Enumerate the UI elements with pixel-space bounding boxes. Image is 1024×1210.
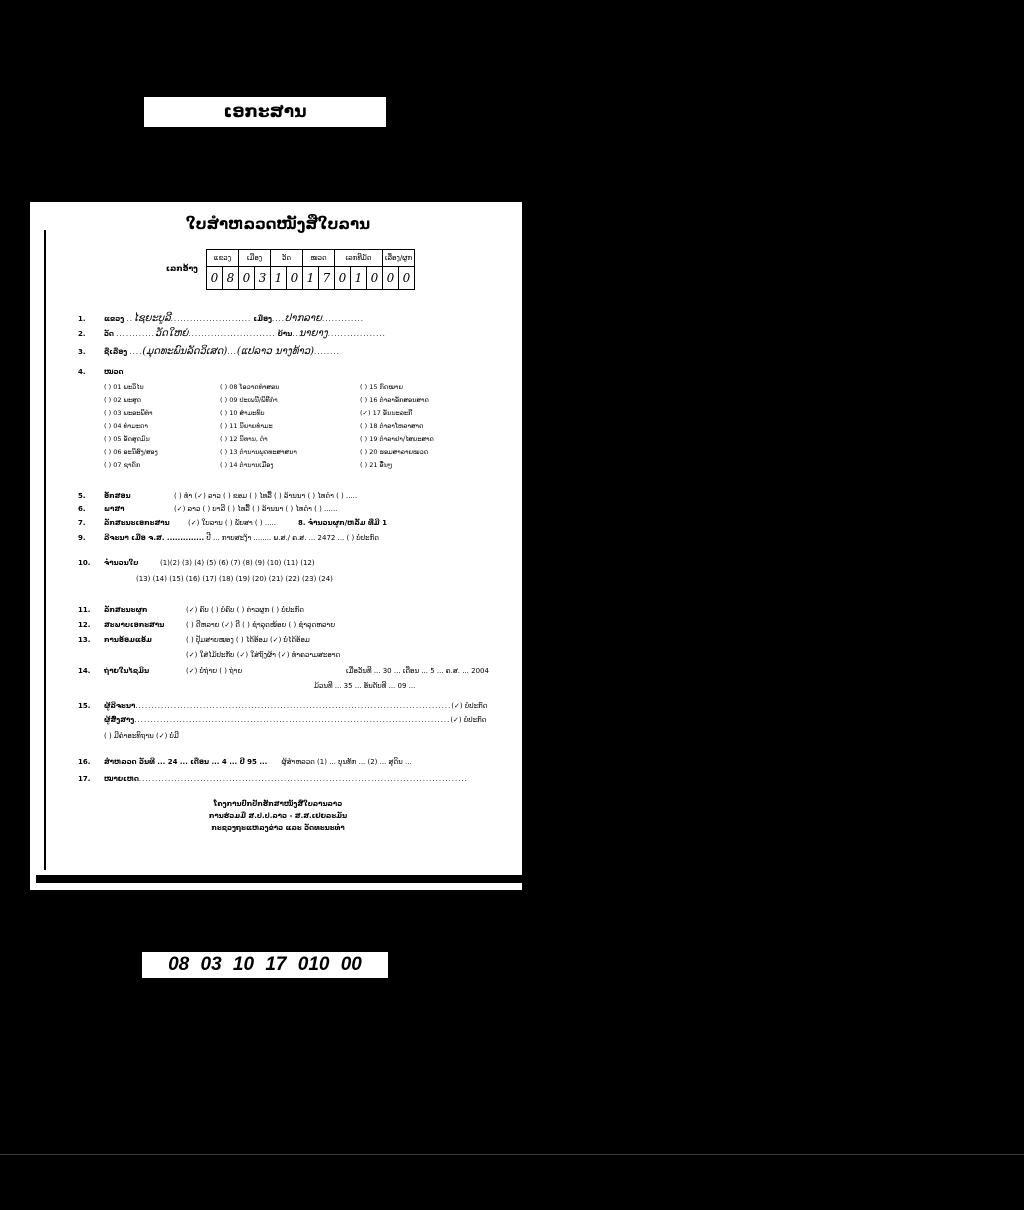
row-number: 1. <box>78 315 86 323</box>
row-number: 2. <box>78 330 86 338</box>
row-number: 17. <box>78 775 91 783</box>
row-number: 13. <box>78 636 91 644</box>
footer-line: ກະຊວງຖະແຫລງຂ່າວ ແລະ ວັດທະນະທຳ <box>211 824 345 832</box>
row-sponsor: ຜູ້ສົ່ງສາງ..................................................................................................(✓) ບໍ່ປະກົດ <box>104 716 487 724</box>
condition-options: ( ) ດີຫລາຍ (✓) ດີ ( ) ຊຳລຸດໜ້ອຍ ( ) ຊຳລຸດຫລາຍ <box>186 621 336 629</box>
material-options: (✓) ໃບລານ ( ) ພັບສາ ( ) ..... <box>188 519 276 527</box>
row-number: 16. <box>78 758 91 766</box>
date-written-value: ປີ ... ກາບສະງ້າ ........ ພ.ສ./ ຄ.ສ. ... 2472 ... <box>206 534 345 542</box>
code-header: ເມືອງ <box>239 250 271 267</box>
category-option: ( ) 18 ຕຳລາໂຫລາສາດ <box>360 422 424 430</box>
category-option: ( ) 13 ຕຳນານພຸດທະສາສນາ <box>220 448 297 456</box>
province-value: ໄຊຍະບູລີ <box>132 313 171 324</box>
row-number: 9. <box>78 534 86 542</box>
row-province: 1. ແຂວງ ..ໄຊຍະບູລີ......................... ເມືອງ....ປາກລາຍ............. <box>78 313 364 324</box>
row-number: 11. <box>78 606 91 614</box>
row-number: 6. <box>78 505 86 513</box>
sheet-left-rule <box>44 230 46 870</box>
footer-line: ໂຄງການປົກປັກຮັກສາໜັງສືໃບລານລາວ <box>213 800 343 808</box>
ref-label: ເລກອ້າງ <box>166 264 198 273</box>
category-column-1 <box>104 381 158 472</box>
category-option: ( ) 03 ພະອະພິທຳ <box>104 409 153 417</box>
row-language <box>78 505 337 513</box>
category-option: ( ) 02 ພະສູດ <box>104 396 142 404</box>
category-option: ( ) 20 ຮອມສາລາຍໝວດ <box>360 448 429 456</box>
bundle-options: (✓) ຄົບ ( ) ບໍ່ຄົບ ( ) ຕ່າວຜູກ ( ) ບໍ່ປະກົດ <box>186 606 304 614</box>
row-microfilm-roll <box>314 682 415 690</box>
category-option: ( ) 11 ນິຍາຍທຳມະ <box>220 422 273 430</box>
village-value: ນາຍາງ <box>298 328 328 339</box>
sheet-bottom-edge <box>36 875 522 883</box>
row-leaf-count <box>78 559 315 567</box>
title-value: (ມຸດທະພົນລັດວິເສດ) <box>142 346 228 357</box>
code-header: ແຂວງ <box>207 250 239 267</box>
row-label: ຜູ້ລີຈະນາ <box>104 702 136 710</box>
row-preservation <box>78 636 310 644</box>
row-label: ຊື່ເລື່ອງ <box>104 348 128 356</box>
category-option: ( ) 06 ອະນິສົງ/ສອງ <box>104 448 158 456</box>
footer-line: ການຮ່ວມມື ສ.ປ.ປ.ລາວ - ສ.ສ.ເຢຍລະມັນ <box>208 812 348 820</box>
surveyor-names: ຜູ້ສຳຫລວດ (1) ... ບຸນທັກ ... (2) ... ສຸດິນ ... <box>281 758 412 766</box>
row-label: ຖ່າຍໃນໄຊມິນ <box>104 667 150 675</box>
code-digit: 7 <box>319 267 335 290</box>
row-survey <box>78 758 412 766</box>
category-option: ( ) 07 ຊາດົກ <box>104 461 141 469</box>
category-column-3 <box>360 381 434 472</box>
code-digit: 0 <box>207 267 223 290</box>
category-option: ( ) 19 ຕຳລາຢາ/ໄສຍະສາດ <box>360 435 434 443</box>
row-number: 15. <box>78 702 91 710</box>
row-number: 7. <box>78 519 86 527</box>
row-condition <box>78 621 335 629</box>
row-number: 5. <box>78 492 86 500</box>
row-scribe: 15. ຜູ້ລີຈະນາ..................................................................................................(✓) ບໍ່ປະກົດ <box>78 702 488 710</box>
row-colophon <box>104 732 179 740</box>
row-title: 3. ຊື່ເລື່ອງ ....(ມຸດທະພົນລັດວິເສດ)...(ແປລາວ ນາງທ້າວ)........ <box>78 346 340 357</box>
category-option: (✓) 17 ອັນນະລະກີ <box>360 409 413 417</box>
row-category <box>78 368 123 376</box>
row-label: ສຳຫລວດ ວັນທີ ... 24 ... ເດືອນ ... 4 ... ປີ 95 ... <box>104 758 268 766</box>
sponsor-not-shown: (✓) ບໍ່ປະກົດ <box>450 716 487 724</box>
category-option: ( ) 10 ສຳມະທົບ <box>220 409 265 417</box>
row-temple: 2. ວັດ ............ວັດໃຫຍ່........................... ບ້ານ..ນາຍາງ.................. <box>78 328 386 339</box>
survey-form <box>36 205 520 875</box>
code-digit: 1 <box>271 267 287 290</box>
row-notes: 17. ໝາຍເຫດ...................................................................................................... <box>78 775 468 783</box>
code-header: ໝວດ <box>303 250 335 267</box>
row-date-written <box>78 534 379 542</box>
category-column-2 <box>220 381 297 472</box>
code-digit: 0 <box>383 267 399 290</box>
village-label: ບ້ານ <box>277 330 293 338</box>
row-script <box>78 492 357 500</box>
district-label: ເມືອງ <box>253 315 273 323</box>
code-digit: 8 <box>223 267 239 290</box>
reference-code-grid <box>206 249 415 290</box>
row-number: 4. <box>78 368 86 376</box>
sheet-bottom-strip <box>30 883 522 890</box>
row-label: ພາສາ <box>104 505 125 513</box>
code-digit: 0 <box>367 267 383 290</box>
code-digit: 1 <box>303 267 319 290</box>
leaf-count-line-2: (13) (14) (15) (16) (17) (18) (19) (20) (21) (22) (23) (24) <box>136 575 333 583</box>
scribe-not-shown: (✓) ບໍ່ປະກົດ <box>451 702 488 710</box>
code-digit: 1 <box>351 267 367 290</box>
script-options: ( ) ທຳ (✓) ລາວ ( ) ຂອມ ( ) ໄທລື້ ( ) ລ້ານນາ ( ) ໄທດຳ ( ) ..... <box>174 492 358 500</box>
category-option: ( ) 16 ຕຳລາອັກສອນສາດ <box>360 396 429 404</box>
category-option: ( ) 14 ຕຳນານເມືອງ <box>220 461 274 469</box>
colophon-options: ( ) ມີຄຳອະທິຖານ (✓) ບໍ່ມີ <box>104 732 179 740</box>
microfilm-date: ເມື່ອວັນທີ ... 30 ... ເດືອນ ... 5 ... ຄ.ສ. ... 2004 <box>346 667 489 675</box>
temple-value: ວັດໃຫຍ່ <box>154 328 189 339</box>
code-digit-row <box>207 267 415 290</box>
preservation-options-2: (✓) ໃສ່ໄມ້ປະກັບ (✓) ໃສ່ຖົງຜ້າ (✓) ທຳຄວາມສະອາດ <box>186 651 341 659</box>
row-label: ສະພາບເອກະສານ <box>104 621 165 629</box>
code-header: ເລກທີມັດ <box>335 250 383 267</box>
category-option: ( ) 21 ອື່ນໆ <box>360 461 393 469</box>
row-label: ໝວດ <box>104 368 124 376</box>
title-value-2: (ແປລາວ ນາງທ້າວ) <box>236 346 315 357</box>
row-bundle-form <box>78 606 304 614</box>
row-label: ໝາຍເຫດ <box>104 775 139 783</box>
code-digit: 0 <box>239 267 255 290</box>
category-option: ( ) 08 ໂອວາດທຳສອນ <box>220 383 280 391</box>
code-header: ວັດ <box>271 250 303 267</box>
code-digit: 0 <box>399 267 415 290</box>
date-not-shown: ( ) ບໍ່ປະກົດ <box>346 534 379 542</box>
category-option: ( ) 15 ກົດໝາຍ <box>360 383 403 391</box>
category-option: ( ) 04 ທຳມະດາ <box>104 422 148 430</box>
leaf-count-line-1: (1)(2) (3) (4) (5) (6) (7) (8) (9) (10) (11) (12) <box>160 559 315 567</box>
row-label: ຜູ້ສົ່ງສາງ <box>104 716 135 724</box>
row-label: ແຂວງ <box>104 315 125 323</box>
row-material <box>78 519 387 527</box>
preservation-options: ( ) ປຸ້ມສາຍໝອງ ( ) ໄດ້ອ້ອມ (✓) ບໍ່ໄດ້ອ້ອມ <box>186 636 310 644</box>
form-footer <box>36 798 520 834</box>
row-label: ຈຳນວນໃບ <box>104 559 139 567</box>
row-preservation-2 <box>186 651 340 659</box>
code-digit: 0 <box>335 267 351 290</box>
category-option: ( ) 01 ພະວິໄນ <box>104 383 144 391</box>
row-label: ການອ້ອມແອ້ມ <box>104 636 152 644</box>
code-digit: 0 <box>287 267 303 290</box>
code-digit: 3 <box>255 267 271 290</box>
category-option: ( ) 12 ນິທານ, ຕຳ <box>220 435 268 443</box>
row-label: ວັດ <box>104 330 114 338</box>
row-number: 12. <box>78 621 91 629</box>
form-title: ໃບສຳຫລວດໜັງສືໃບລານ <box>185 215 371 233</box>
microfilm-roll: ມ້ວນທີ ... 35 ... ອັນດັບທີ ... 09 ... <box>314 682 416 690</box>
manuscript-code-label: 08 03 10 17 010 00 <box>142 952 388 978</box>
bundle-count: 8. ຈຳນວນຜູກ/ຫລັ້ມ ທີ່ມີ 1 <box>297 519 387 527</box>
row-label: ອັກສອນ <box>104 492 131 500</box>
code-header-row <box>207 250 415 267</box>
row-label: ລັກສະນະເອກະສານ <box>104 519 170 527</box>
row-microfilm <box>78 667 489 675</box>
language-options: (✓) ລາວ ( ) ບາລີ ( ) ໄທລື້ ( ) ລ້ານນາ ( ) ໄທດຳ ( ) ...... <box>174 505 338 513</box>
document-type-label: ເອກະສານ <box>144 97 386 127</box>
row-number: 14. <box>78 667 91 675</box>
category-option: ( ) 09 ປະເພນີ/ພິທີກຳ <box>220 396 278 404</box>
row-label: ລັກສະນະຜູກ <box>104 606 148 614</box>
category-option: ( ) 05 ອັດສູດມົນ <box>104 435 150 443</box>
code-header: ເລື່ອງ/ຜູກ <box>383 250 415 267</box>
row-number: 10. <box>78 559 91 567</box>
row-number: 3. <box>78 348 86 356</box>
row-leaf-count-2 <box>136 575 333 583</box>
district-value: ປາກລາຍ <box>284 313 323 324</box>
row-label: ລີຈະນາ ເມື່ອ ຈ.ສ. .............. <box>104 534 205 542</box>
microfilm-options: (✓) ບໍ່ຖ່າຍ ( ) ຖ່າຍ <box>186 667 243 675</box>
divider-line <box>0 1154 1024 1155</box>
